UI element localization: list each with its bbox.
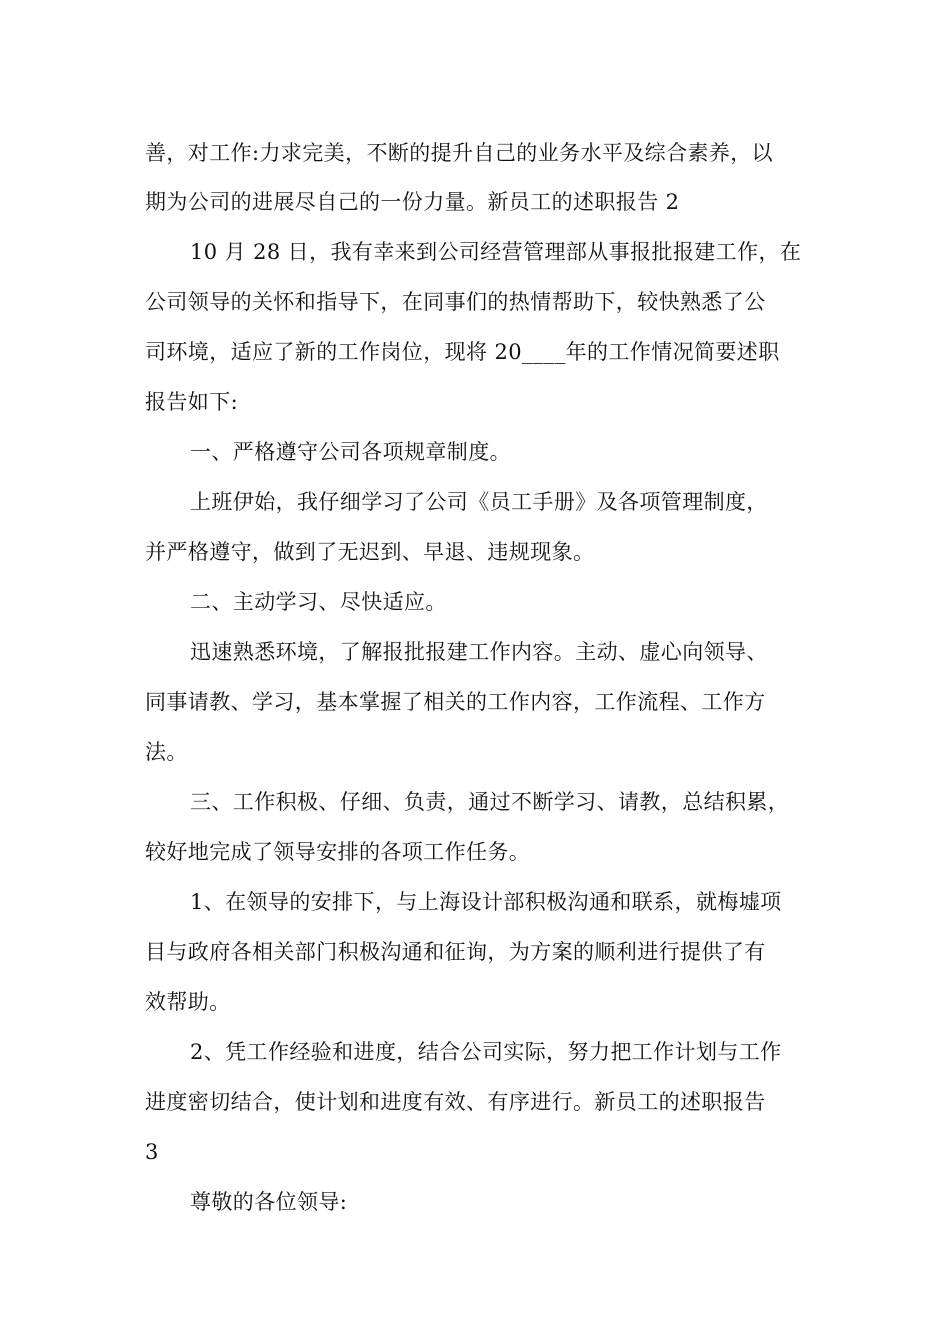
section-heading: 三、工作积极、仔细、负责，通过不断学习、请教，总结积累， [190, 790, 790, 814]
text-line: 迅速熟悉环境，了解报批报建工作内容。主动、虚心向领导、 [190, 640, 768, 664]
list-item: 1、在领导的安排下，与上海设计部积极沟通和联系，就梅墟项 [190, 890, 782, 914]
section-heading: 二、主动学习、尽快适应。 [190, 590, 447, 614]
text-line: 效帮助。 [145, 990, 231, 1014]
text-line: 报告如下: [145, 390, 239, 414]
text-line: 期为公司的进展尽自己的一份力量。新员工的述职报告 2 [145, 190, 680, 214]
salutation: 尊敬的各位领导: [190, 1190, 348, 1214]
section-heading: 一、严格遵守公司各项规章制度。 [190, 440, 511, 464]
text-line: 公司领导的关怀和指导下，在同事们的热情帮助下，较快熟悉了公 [145, 290, 766, 314]
text-line: 目与政府各相关部门积极沟通和征询，为方案的顺利进行提供了有 [145, 940, 766, 964]
text-line: 善，对工作:力求完美，不断的提升自己的业务水平及综合素养，以 [145, 141, 774, 165]
text-line: 司环境，适应了新的工作岗位，现将 20____年的工作情况简要述职 [145, 340, 780, 364]
list-item: 2、凭工作经验和进度，结合公司实际，努力把工作计划与工作 [190, 1040, 782, 1064]
text-line: 上班伊始，我仔细学习了公司《员工手册》及各项管理制度， [190, 490, 768, 514]
text-line: 进度密切结合，使计划和进度有效、有序进行。新员工的述职报告 [145, 1090, 766, 1114]
text-line: 3 [145, 1140, 159, 1164]
text-line: 较好地完成了领导安排的各项工作任务。 [145, 840, 531, 864]
text-line: 同事请教、学习，基本掌握了相关的工作内容，工作流程、工作方 [145, 690, 766, 714]
text-line: 并严格遵守，做到了无迟到、早退、违规现象。 [145, 540, 595, 564]
text-line: 10 月 28 日，我有幸来到公司经营管理部从事报批报建工作，在 [190, 240, 802, 264]
text-line: 法。 [145, 740, 188, 764]
